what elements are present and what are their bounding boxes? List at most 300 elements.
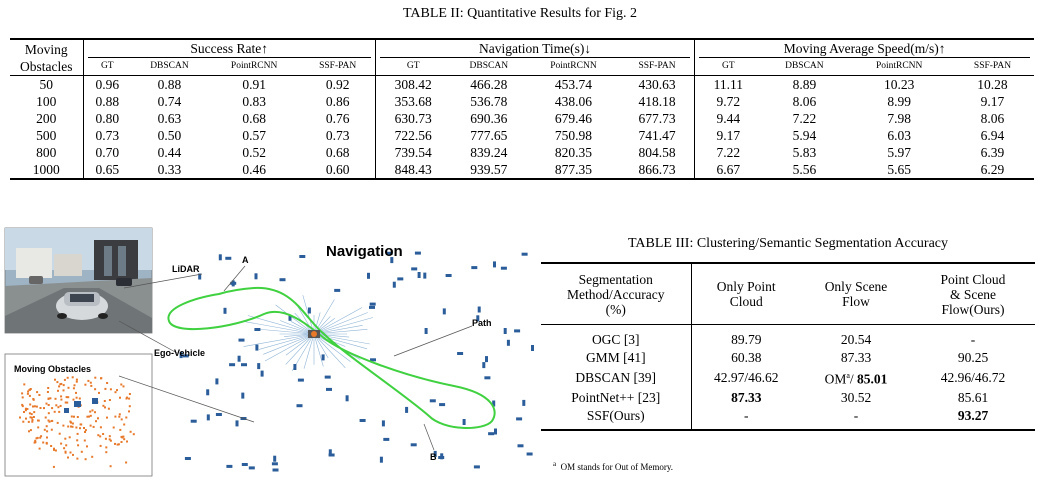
point-cloud-dot — [109, 438, 111, 440]
point-cloud-dot — [76, 379, 78, 381]
point-cloud-dot — [123, 424, 125, 426]
value-cell: 0.74 — [157, 94, 182, 109]
obstacle-marker — [493, 261, 496, 267]
point-cloud-dot — [21, 404, 23, 406]
value-cell: 353.68 — [394, 94, 432, 109]
point-a-label: A — [242, 255, 249, 265]
value-cell: 418.18 — [620, 93, 695, 110]
obstacle-marker — [241, 363, 247, 366]
value-cell: 8.89 — [792, 77, 817, 92]
point-cloud-dot — [63, 447, 65, 449]
point-cloud-dot — [89, 411, 91, 413]
value-cell: 7.22 — [792, 111, 817, 126]
value-cell: 6.29 — [980, 162, 1005, 177]
table-row — [10, 76, 1034, 94]
point-cloud-dot — [94, 377, 96, 379]
table-row: GMM [41] 60.38 87.33 90.25 — [541, 349, 1035, 367]
point-cloud-dot — [69, 421, 71, 423]
point-cloud-dot — [116, 389, 118, 391]
value-cell: 5.83 — [792, 145, 817, 160]
value-cell: 6.03 — [887, 128, 911, 143]
point-cloud-dot — [23, 411, 25, 413]
obstacle-marker — [411, 267, 417, 270]
point-cloud-dot — [33, 399, 35, 401]
point-cloud-dot — [85, 429, 87, 431]
point-cloud-dot — [60, 405, 62, 407]
point-cloud-dot — [110, 465, 112, 467]
obstacle-marker — [474, 465, 480, 468]
lidar-ray — [244, 334, 314, 347]
obstacle-marker — [367, 273, 370, 279]
obstacle-marker — [346, 395, 349, 401]
point-cloud-dot — [67, 377, 69, 379]
point-cloud-dot — [51, 420, 53, 422]
point-cloud-dot — [87, 380, 89, 382]
point-cloud-dot — [73, 387, 75, 389]
point-cloud-dot — [129, 393, 131, 395]
point-cloud-dot — [128, 398, 130, 400]
obstacle-marker — [322, 354, 325, 360]
value-cell: 0.68 — [300, 144, 375, 161]
point-cloud-dot — [90, 382, 92, 384]
point-cloud-dot — [94, 411, 96, 413]
point-cloud-dot — [63, 389, 65, 391]
point-cloud-dot — [126, 441, 128, 443]
obstacle-marker — [516, 417, 522, 420]
point-cloud-dot — [71, 416, 73, 418]
point-cloud-dot — [69, 436, 71, 438]
lidar-label: LiDAR — [172, 264, 200, 274]
obstacle-marker — [297, 404, 303, 407]
point-cloud-dot — [83, 427, 85, 429]
point-cloud-dot — [88, 416, 90, 418]
point-cloud-dot — [55, 398, 57, 400]
obstacle-marker — [463, 419, 466, 425]
obstacle-marker — [393, 282, 396, 288]
point-cloud-dot — [50, 445, 52, 447]
ego-vehicle-marker — [308, 330, 320, 338]
point-cloud-dot — [81, 451, 83, 453]
point-cloud-dot — [79, 398, 81, 400]
point-cloud-dot — [98, 392, 100, 394]
obstacle-marker — [229, 363, 235, 366]
point-cloud-dot — [109, 435, 111, 437]
point-cloud-dot — [126, 397, 128, 399]
point-cloud-dot — [30, 416, 32, 418]
method-header: DBSCAN — [785, 61, 824, 71]
value-cell: 10.23 — [883, 77, 915, 92]
point-cloud-dot — [102, 433, 104, 435]
point-cloud-dot — [60, 395, 62, 397]
obstacle-marker — [446, 274, 452, 277]
point-cloud-dot — [46, 403, 48, 405]
point-cloud-dot — [70, 426, 72, 428]
point-cloud-dot — [114, 416, 116, 418]
value-cell: 0.91 — [242, 77, 266, 92]
point-cloud-dot — [39, 437, 41, 439]
obstacle-marker — [478, 307, 481, 313]
point-cloud-dot — [72, 423, 74, 425]
obstacle-marker — [255, 345, 258, 351]
value-cell: 453.74 — [554, 77, 593, 92]
point-cloud-dot — [97, 417, 99, 419]
point-cloud-dot — [29, 395, 31, 397]
point-cloud-dot — [95, 420, 97, 422]
obstacle-count-cell: 100 — [10, 93, 83, 110]
value-cell: 7.98 — [887, 111, 911, 126]
point-cloud-dot — [43, 407, 45, 409]
value-cell: 5.56 — [792, 162, 817, 177]
value-cell: 0.57 — [242, 128, 266, 143]
point-cloud-dot — [36, 437, 38, 439]
point-cloud-dot — [23, 383, 25, 385]
point-cloud-dot — [129, 405, 131, 407]
value-cell: 0.44 — [157, 145, 182, 160]
point-cloud-dot — [72, 376, 74, 378]
obstacle-marker — [471, 266, 477, 269]
obstacle-marker — [484, 376, 490, 379]
method-header: GT — [100, 61, 114, 71]
navigation-figure — [4, 226, 540, 478]
obstacle-marker — [425, 328, 428, 334]
obstacle-marker — [522, 400, 525, 406]
point-cloud-dot — [75, 427, 77, 429]
obstacle-marker — [485, 356, 488, 362]
value-cell: 722.56 — [394, 128, 432, 143]
point-cloud-dot — [45, 417, 47, 419]
point-cloud-dot — [65, 452, 67, 454]
point-cloud-dot — [51, 429, 53, 431]
obstacle-marker — [423, 273, 426, 279]
obstacle-marker — [380, 457, 383, 463]
point-cloud-dot — [75, 392, 77, 394]
table-row: SSF(Ours) - - 93.27 — [541, 407, 1035, 430]
obstacle-marker — [299, 255, 305, 258]
value-cell: 9.17 — [980, 94, 1005, 109]
point-cloud-dot — [57, 422, 59, 424]
point-cloud-dot — [117, 444, 119, 446]
obstacle-marker — [494, 429, 497, 435]
point-cloud-dot — [114, 443, 116, 445]
point-cloud-dot — [130, 431, 132, 433]
method-header: GT — [406, 61, 420, 71]
value-cell: 0.68 — [242, 111, 266, 126]
point-cloud-dot — [90, 385, 92, 387]
point-cloud-dot — [100, 445, 102, 447]
method-header: SSF-PAN — [300, 58, 375, 76]
point-cloud-dot — [60, 383, 62, 385]
dbscan-scene-flow-cell: $OM^a/$ 85.01 — [824, 371, 888, 387]
point-cloud-dot — [53, 449, 55, 451]
point-cloud-dot — [21, 392, 23, 394]
value-cell: 804.58 — [620, 144, 695, 161]
obstacle-count-cell: 500 — [10, 127, 83, 144]
value-cell: 9.72 — [716, 94, 741, 109]
table-row: DBSCAN [39] 42.97/46.62 $OM^a/$ 85.01 42.96/46.72 — [541, 367, 1035, 389]
point-cloud-dot — [104, 388, 106, 390]
value-cell: 877.35 — [554, 162, 593, 177]
point-cloud-dot — [105, 438, 107, 440]
point-cloud-dot — [29, 412, 31, 414]
point-cloud-dot — [93, 426, 95, 428]
value-cell: 0.52 — [242, 145, 266, 160]
point-cloud-dot — [55, 404, 57, 406]
obstacle-marker — [254, 328, 260, 331]
method-header: GT — [722, 61, 735, 71]
method-header: PointRCNN — [230, 61, 278, 71]
point-cloud-dot — [67, 457, 69, 459]
value-cell: 0.88 — [95, 94, 120, 109]
value-cell: 0.76 — [300, 110, 375, 127]
point-cloud-dot — [46, 430, 48, 432]
value-cell: 0.73 — [95, 128, 120, 143]
obstacle-marker — [522, 253, 528, 256]
point-cloud-dot — [22, 396, 24, 398]
obstacle-marker — [439, 403, 445, 406]
point-cloud-dot — [77, 416, 79, 418]
point-cloud-dot — [48, 398, 50, 400]
point-cloud-dot — [125, 417, 127, 419]
obstacle-marker — [215, 378, 218, 384]
obstacle-marker — [369, 306, 375, 309]
point-cloud-dot — [34, 440, 36, 442]
point-cloud-dot — [94, 388, 96, 390]
obstacle-marker — [293, 364, 296, 370]
t3-header-point-cloud: Only Point Cloud — [716, 279, 776, 309]
lidar-ray — [263, 334, 314, 354]
point-cloud-dot — [58, 385, 60, 387]
point-cloud-dot — [33, 416, 35, 418]
point-cloud-dot — [63, 384, 65, 386]
point-cloud-dot — [67, 396, 69, 398]
point-cloud-dot — [115, 391, 117, 393]
table-row: PointNet++ [23] 87.33 30.52 85.61 — [541, 389, 1035, 407]
obstacle-marker — [272, 462, 278, 465]
obstacle-marker — [488, 432, 494, 435]
method-header: PointRCNN — [875, 61, 923, 71]
point-cloud-dot — [123, 438, 125, 440]
point-cloud-dot — [86, 445, 88, 447]
obstacle-count-cell: 200 — [10, 110, 83, 127]
point-cloud-dot — [48, 420, 50, 422]
point-cloud-dot — [105, 451, 107, 453]
point-cloud-dot — [56, 381, 58, 383]
point-cloud-dot — [106, 417, 108, 419]
point-cloud-dot — [77, 444, 79, 446]
point-cloud-dot — [119, 413, 121, 415]
obstacle-marker — [216, 413, 222, 416]
point-cloud-dot — [76, 439, 78, 441]
obstacle-marker — [191, 420, 197, 423]
obstacle-marker — [415, 252, 421, 255]
lidar-ray — [314, 313, 368, 335]
obstacle-marker — [531, 345, 534, 351]
point-cloud-dot — [25, 408, 27, 410]
row-header-line1: Moving — [10, 39, 83, 58]
point-cloud-dot — [39, 448, 41, 450]
obstacle-marker — [382, 420, 385, 426]
obstacle-marker — [219, 254, 222, 260]
row-header-line2: Obstacles — [10, 58, 83, 76]
point-cloud-dot — [29, 404, 31, 406]
point-cloud-dot — [27, 393, 29, 395]
point-cloud-dot — [27, 391, 29, 393]
value-cell: 739.54 — [394, 145, 432, 160]
obstacle-marker — [238, 356, 241, 362]
value-cell: 466.28 — [470, 77, 508, 92]
point-cloud-dot — [38, 394, 40, 396]
obstacle-marker — [443, 308, 446, 314]
obstacle-marker — [236, 420, 239, 426]
value-cell: 8.06 — [980, 111, 1005, 126]
obstacle-marker — [255, 273, 258, 279]
table-row — [10, 127, 1034, 144]
method-header: SSF-PAN — [620, 58, 695, 76]
point-cloud-dot — [73, 416, 75, 418]
value-cell: 6.94 — [980, 128, 1005, 143]
value-cell: 777.65 — [470, 128, 508, 143]
point-cloud-dot — [22, 421, 24, 423]
group-moving-speed: Moving Average Speed(m/s)↑ — [699, 40, 1030, 58]
table-row: OGC [3] 89.79 20.54 - — [541, 325, 1035, 350]
point-cloud-dot — [49, 397, 51, 399]
point-cloud-dot — [55, 450, 57, 452]
point-cloud-dot — [60, 399, 62, 401]
value-cell: 0.88 — [157, 77, 182, 92]
t3-header-ours: Point Cloud & Scene Flow(Ours) — [940, 271, 1006, 317]
method-header: SSF-PAN — [973, 61, 1012, 71]
value-cell: 0.86 — [300, 93, 375, 110]
t3-header-method: Segmentation Method/Accuracy (%) — [541, 263, 691, 325]
obstacle-marker — [411, 443, 417, 446]
point-cloud-dot — [123, 385, 125, 387]
point-cloud-dot — [46, 425, 48, 427]
point-cloud-dot — [57, 390, 59, 392]
point-cloud-dot — [44, 429, 46, 431]
method-header: DBSCAN — [150, 61, 189, 71]
value-cell: 430.63 — [620, 76, 695, 94]
obstacle-marker — [405, 407, 408, 413]
point-cloud-dot — [76, 397, 78, 399]
point-cloud-dot — [64, 379, 66, 381]
point-cloud-dot — [67, 426, 69, 428]
point-cloud-dot — [113, 427, 115, 429]
value-cell: 679.46 — [554, 111, 593, 126]
ego-vehicle-label: Ego-Vehicle — [154, 348, 206, 358]
point-cloud-dot — [125, 462, 127, 464]
table-row — [10, 144, 1034, 161]
point-cloud-dot — [48, 404, 50, 406]
table-row — [10, 110, 1034, 127]
point-cloud-dot — [85, 458, 87, 460]
point-cloud-dot — [30, 388, 32, 390]
value-cell: 536.78 — [470, 94, 508, 109]
point-cloud-dot — [58, 411, 60, 413]
point-cloud-dot — [80, 424, 82, 426]
point-cloud-dot — [59, 433, 61, 435]
point-cloud-dot — [99, 435, 101, 437]
camera-view-inset — [5, 228, 152, 333]
value-cell: 741.47 — [620, 127, 695, 144]
point-cloud-dot — [74, 384, 76, 386]
obstacle-marker — [207, 414, 210, 420]
value-cell: 630.73 — [394, 111, 432, 126]
point-cloud-dot — [51, 407, 53, 409]
point-cloud-dot — [133, 433, 135, 435]
obstacle-marker — [507, 340, 510, 346]
moving-obstacles-label: Moving Obstacles — [14, 364, 92, 374]
table2 — [10, 38, 1034, 180]
point-cloud-dot — [84, 431, 86, 433]
value-cell: 0.83 — [242, 94, 266, 109]
value-cell: 9.17 — [716, 128, 741, 143]
point-cloud-dot — [54, 411, 56, 413]
value-cell: 11.11 — [713, 77, 744, 92]
obstacle-marker — [273, 469, 279, 472]
point-cloud-dot — [100, 377, 102, 379]
obstacle-count-cell: 50 — [10, 76, 83, 94]
obstacle-marker — [418, 272, 421, 278]
method-header: PointRCNN — [550, 61, 597, 71]
point-cloud-dot — [46, 437, 48, 439]
point-cloud-dot — [77, 433, 79, 435]
point-cloud-dot — [36, 391, 38, 393]
point-cloud-dot — [73, 399, 75, 401]
obstacle-marker — [239, 339, 245, 342]
point-cloud-dot — [90, 415, 92, 417]
value-cell: 308.42 — [394, 77, 432, 92]
point-cloud-dot — [42, 442, 44, 444]
point-cloud-dot — [102, 405, 104, 407]
point-cloud-dot — [120, 384, 122, 386]
value-cell: 750.98 — [554, 128, 593, 143]
value-cell: 690.36 — [470, 111, 508, 126]
obstacle-marker — [504, 328, 507, 334]
group-navigation-time: Navigation Time(s)↓ — [380, 40, 690, 58]
value-cell: 939.57 — [470, 162, 508, 177]
obstacle-marker — [280, 278, 286, 281]
point-cloud-dot — [54, 379, 56, 381]
value-cell: 0.65 — [95, 162, 120, 177]
obstacle-marker — [273, 456, 276, 462]
t3-header-scene-flow: Only Scene Flow — [824, 279, 888, 309]
value-cell: 0.60 — [300, 161, 375, 179]
point-cloud-dot — [65, 444, 67, 446]
value-cell: 0.92 — [300, 76, 375, 94]
point-cloud-dot — [65, 402, 67, 404]
point-cloud-dot — [76, 381, 78, 383]
obstacle-marker — [383, 438, 389, 441]
point-cloud-dot — [57, 406, 59, 408]
point-cloud-dot — [72, 454, 74, 456]
point-b-label: B — [430, 452, 437, 462]
value-cell: 0.63 — [157, 111, 182, 126]
value-cell: 839.24 — [470, 145, 508, 160]
obstacle-marker — [457, 352, 463, 355]
point-cloud-dot — [109, 399, 111, 401]
table3-footnote: $^a$ OM stands for Out of Memory. — [553, 460, 674, 472]
point-cloud-dot — [60, 443, 62, 445]
value-cell: 6.67 — [716, 162, 741, 177]
value-cell: 0.80 — [95, 111, 120, 126]
point-cloud-dot — [105, 446, 107, 448]
obstacle-marker — [360, 419, 366, 422]
point-cloud-dot — [47, 387, 49, 389]
value-cell: 8.06 — [792, 94, 817, 109]
lidar-ray — [265, 334, 314, 361]
point-cloud-dot — [118, 416, 120, 418]
obstacle-marker — [185, 457, 191, 460]
